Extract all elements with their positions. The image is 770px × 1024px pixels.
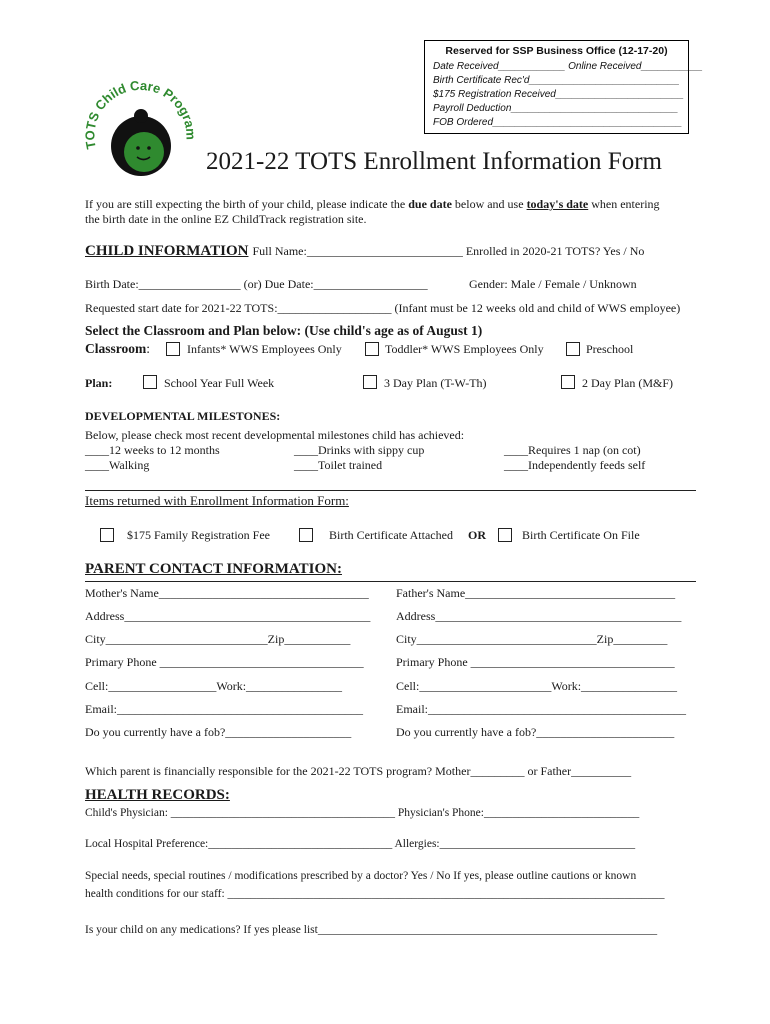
birth-cert-on-file-label: Birth Certificate On File bbox=[522, 528, 640, 542]
office-box-title: Reserved for SSP Business Office (12-17-20) bbox=[445, 45, 668, 57]
fee-checkbox[interactable] bbox=[100, 528, 114, 542]
child-info-row bbox=[85, 242, 644, 260]
parent-contact-heading: PARENT CONTACT INFORMATION: bbox=[85, 561, 342, 577]
school-year-label: School Year Full Week bbox=[164, 376, 275, 390]
milestone-item[interactable]: ____Toilet trained bbox=[294, 458, 383, 472]
intro-line-2: the birth date in the online EZ ChildTrack registration site. bbox=[85, 212, 367, 226]
infants-checkbox[interactable] bbox=[166, 342, 180, 356]
logo-arc-text: TOTS Child Care Program bbox=[82, 77, 199, 151]
mother-cell-field[interactable]: Cell:__________________Work:________________ bbox=[85, 679, 343, 693]
form-title: 2021-22 TOTS Enrollment Information Form bbox=[206, 148, 662, 175]
father-city-field[interactable]: City______________________________Zip_________ bbox=[396, 632, 668, 646]
office-date-received: Date Received____________ Online Received___________ bbox=[433, 61, 703, 72]
father-phone-field[interactable]: Primary Phone __________________________________ bbox=[396, 655, 675, 669]
three-day-label: 3 Day Plan (T-W-Th) bbox=[384, 376, 487, 390]
office-payroll: Payroll Deduction______________________________ bbox=[433, 103, 679, 114]
milestone-item[interactable]: ____Walking bbox=[85, 458, 150, 472]
section-divider bbox=[85, 581, 696, 582]
fee-label: $175 Family Registration Fee bbox=[127, 528, 270, 542]
special-needs-line-2[interactable]: health conditions for our staff: ____________________________________________________________________________ bbox=[85, 888, 665, 900]
intro-line-1: If you are still expecting the birth of your child, please indicate the due date below and use today's date when entering bbox=[85, 197, 660, 211]
mother-fob-field[interactable]: Do you currently have a fob?_____________________ bbox=[85, 725, 352, 739]
two-day-checkbox[interactable] bbox=[561, 375, 575, 389]
special-needs-line-1[interactable]: Special needs, special routines / modifications prescribed by a doctor? Yes / No If yes, please outline cautions or known bbox=[85, 870, 637, 882]
mother-name-field[interactable]: Mother's Name___________________________________ bbox=[85, 586, 369, 600]
physician-field[interactable]: Child's Physician: _______________________________________ Physician's Phone:___________________________ bbox=[85, 807, 640, 819]
milestone-item[interactable]: ____12 weeks to 12 months bbox=[85, 443, 220, 457]
birth-date-field[interactable]: Birth Date:_________________ (or) Due Date:___________________ bbox=[85, 277, 428, 291]
toddler-checkbox[interactable] bbox=[365, 342, 379, 356]
mother-email-field[interactable]: Email:_________________________________________ bbox=[85, 702, 363, 716]
infants-label: Infants* WWS Employees Only bbox=[187, 342, 342, 356]
preschool-checkbox[interactable] bbox=[566, 342, 580, 356]
financial-responsibility-field[interactable]: Which parent is financially responsible for the 2021-22 TOTS program? Mother_________ or Father__________ bbox=[85, 764, 632, 778]
classroom-heading: Select the Classroom and Plan below: (Use child's age as of August 1) bbox=[85, 323, 483, 338]
items-returned-heading: Items returned with Enrollment Information Form: bbox=[85, 493, 349, 508]
milestone-item[interactable]: ____Independently feeds self bbox=[504, 458, 646, 472]
father-cell-field[interactable]: Cell:______________________Work:________________ bbox=[396, 679, 678, 693]
office-fob: FOB Ordered__________________________________ bbox=[433, 117, 683, 128]
father-email-field[interactable]: Email:___________________________________________ bbox=[396, 702, 686, 716]
gender-field[interactable]: Gender: Male / Female / Unknown bbox=[469, 277, 637, 291]
preschool-label: Preschool bbox=[586, 342, 634, 356]
milestones-intro: Below, please check most recent developmental milestones child has achieved: bbox=[85, 428, 465, 442]
child-info-heading: CHILD INFORMATION bbox=[85, 243, 249, 259]
start-date-field[interactable]: Requested start date for 2021-22 TOTS:___________________ (Infant must be 12 weeks old and child of WWS employee) bbox=[85, 301, 681, 315]
health-heading: HEALTH RECORDS: bbox=[85, 787, 230, 803]
father-fob-field[interactable]: Do you currently have a fob?_______________________ bbox=[396, 725, 675, 739]
section-divider bbox=[85, 490, 696, 491]
milestones-heading: DEVELOPMENTAL MILESTONES: bbox=[85, 409, 281, 423]
milestone-item[interactable]: ____Requires 1 nap (on cot) bbox=[504, 443, 641, 457]
office-registration: $175 Registration Received_______________________ bbox=[433, 89, 684, 100]
three-day-checkbox[interactable] bbox=[363, 375, 377, 389]
two-day-label: 2 Day Plan (M&F) bbox=[582, 376, 673, 390]
office-birth-cert: Birth Certificate Rec'd___________________________ bbox=[433, 75, 680, 86]
classroom-label: Classroom: bbox=[85, 341, 151, 356]
toddler-label: Toddler* WWS Employees Only bbox=[385, 342, 544, 356]
school-year-checkbox[interactable] bbox=[143, 375, 157, 389]
birth-cert-attached-checkbox[interactable] bbox=[299, 528, 313, 542]
tots-logo bbox=[80, 72, 200, 192]
milestone-item[interactable]: ____Drinks with sippy cup bbox=[294, 443, 425, 457]
birth-cert-attached-label: Birth Certificate Attached bbox=[329, 528, 453, 542]
mother-city-field[interactable]: City___________________________Zip___________ bbox=[85, 632, 351, 646]
hospital-field[interactable]: Local Hospital Preference:________________________________ Allergies:__________________________________ bbox=[85, 838, 636, 850]
plan-label: Plan: bbox=[85, 376, 113, 390]
mother-phone-field[interactable]: Primary Phone __________________________________ bbox=[85, 655, 364, 669]
full-name-field[interactable]: Full Name:__________________________ Enrolled in 2020-21 TOTS? Yes / No bbox=[252, 244, 645, 258]
office-use-box bbox=[424, 40, 703, 134]
birth-cert-on-file-checkbox[interactable] bbox=[498, 528, 512, 542]
mother-address-field[interactable]: Address_________________________________________ bbox=[85, 609, 371, 623]
medications-field[interactable]: Is your child on any medications? If yes please list___________________________________________________________ bbox=[85, 924, 658, 936]
or-label: OR bbox=[468, 528, 486, 542]
father-name-field[interactable]: Father's Name___________________________________ bbox=[396, 586, 676, 600]
father-address-field[interactable]: Address_________________________________________ bbox=[396, 609, 682, 623]
